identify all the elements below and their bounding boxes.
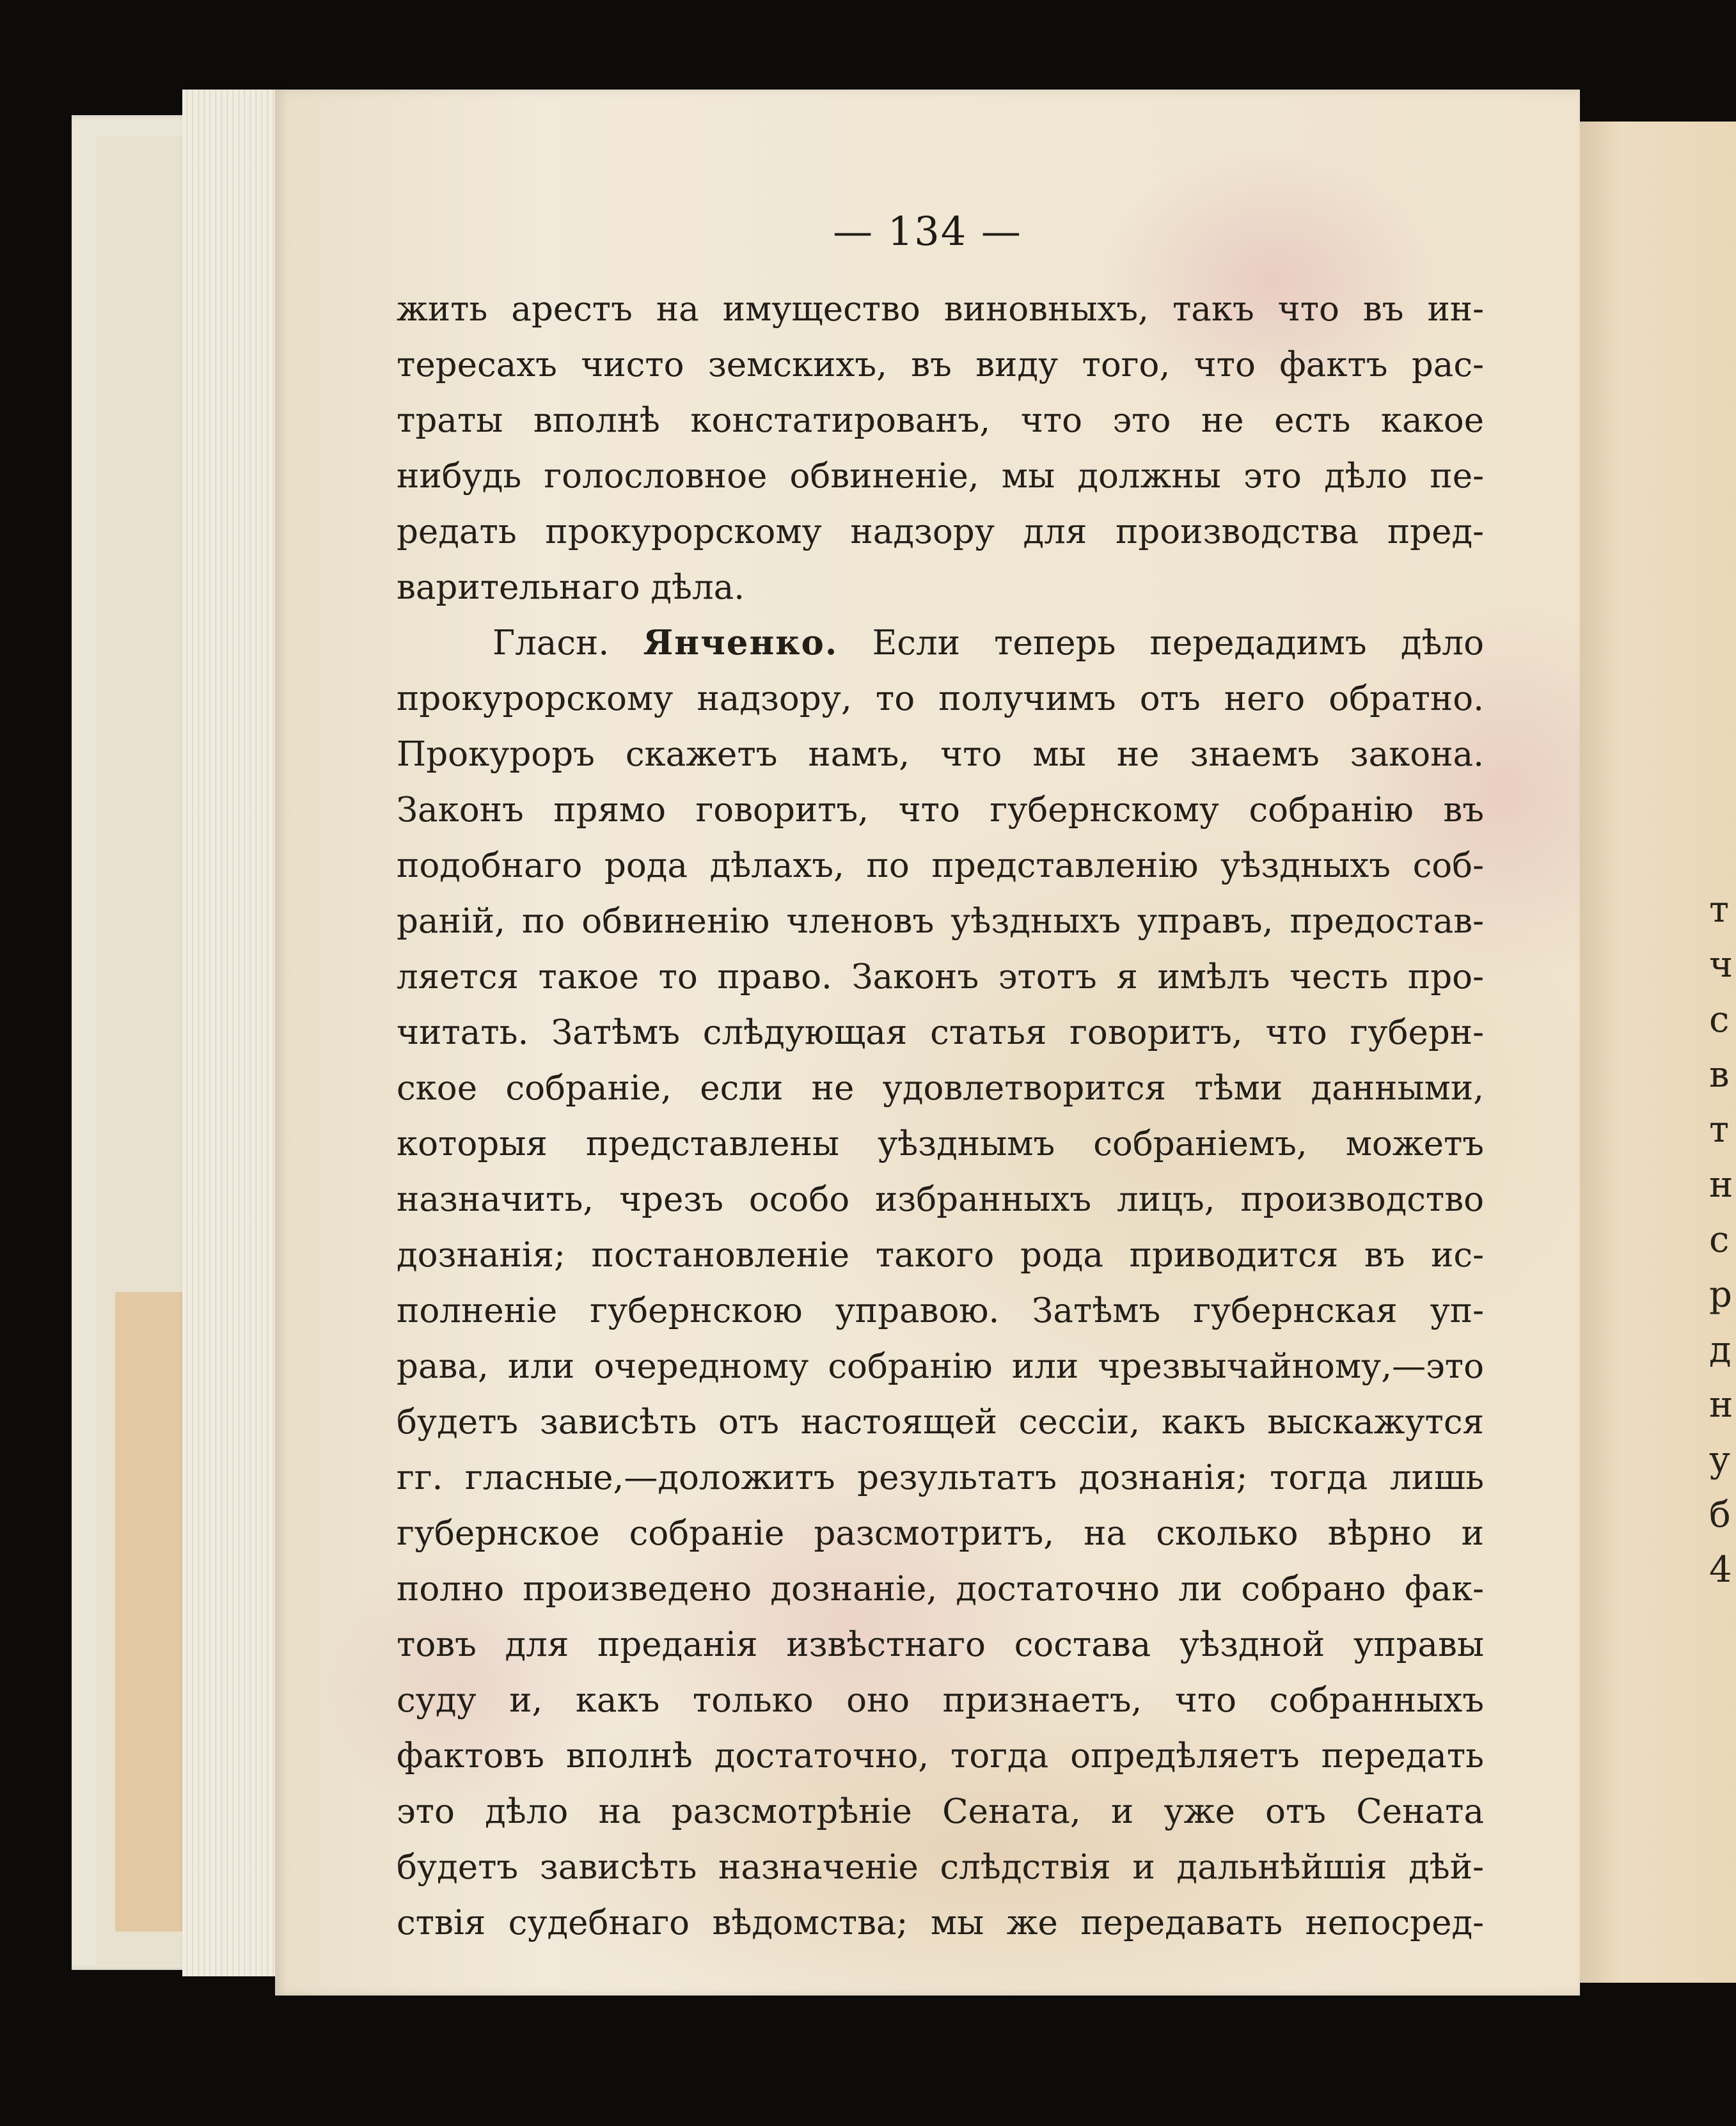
text-line: Законъ прямо говоритъ, что губернскому собранію въ: [397, 791, 1484, 830]
facing-letter: с: [1709, 1219, 1730, 1261]
facing-letter: н: [1709, 1164, 1733, 1206]
text-line: это дѣло на разсмотрѣніе Сената, и уже отъ Сената: [397, 1792, 1484, 1831]
text-line: ское собраніе, если не удовлетворится тѣми данными,: [397, 1069, 1484, 1108]
text-line: гг. гласные,—доложитъ результатъ дознанія; тогда лишь: [397, 1458, 1484, 1497]
text-line: которыя представлены уѣзднымъ собраніемъ, можетъ: [397, 1124, 1484, 1163]
text-line: прокурорскому надзору, то получимъ отъ него обратно.: [397, 679, 1484, 718]
text-line: траты вполнѣ констатированъ, что это не есть какое: [397, 401, 1484, 440]
text-line: жить арестъ на имущество виновныхъ, такъ что въ ин-: [397, 290, 1484, 329]
text-line: дознанія; постановленіе такого рода приводится въ ис-: [397, 1236, 1484, 1275]
facing-letter: б: [1709, 1494, 1731, 1536]
facing-letter: у: [1709, 1439, 1730, 1481]
facing-letter: 4: [1709, 1549, 1732, 1591]
text-line: нибудь голословное обвиненіе, мы должны это дѣло пе-: [397, 457, 1484, 496]
page-number: — 134 —: [833, 208, 1022, 255]
text-line: ствія судебнаго вѣдомства; мы же передавать непосред-: [397, 1903, 1484, 1942]
text-line: полненіе губернскою управою. Затѣмъ губернская уп-: [397, 1291, 1484, 1330]
facing-letter: с: [1709, 999, 1730, 1041]
text-line: будетъ зависѣть назначеніе слѣдствія и дальнѣйшія дѣй-: [397, 1848, 1484, 1887]
text-line: подобнаго рода дѣлахъ, по представленію уѣздныхъ соб-: [397, 846, 1484, 885]
facing-letter: ч: [1709, 944, 1733, 986]
text-line: тересахъ чисто земскихъ, въ виду того, что фактъ рас-: [397, 345, 1484, 384]
page: [275, 90, 1580, 1996]
text-line: редать прокурорскому надзору для производства пред-: [397, 512, 1484, 551]
speaker-name: Янченко.: [643, 623, 839, 663]
text-line: ляется такое то право. Законъ этотъ я имѣлъ честь про-: [397, 957, 1484, 996]
text-line: назначить, чрезъ особо избранныхъ лицъ, производство: [397, 1180, 1484, 1219]
text-line: читать. Затѣмъ слѣдующая статья говоритъ, что губерн-: [397, 1013, 1484, 1052]
facing-letter: в: [1709, 1054, 1730, 1096]
body-text: [397, 281, 1484, 1951]
text-line: рава, или очередному собранію или чрезвычайному,—это: [397, 1347, 1484, 1386]
facing-letter: т: [1709, 889, 1729, 931]
facing-letter: т: [1709, 1109, 1729, 1151]
facing-letter: д: [1709, 1329, 1732, 1371]
text-line: фактовъ вполнѣ достаточно, тогда опредѣляетъ передать: [397, 1736, 1484, 1776]
text-line: будетъ зависѣть отъ настоящей сессіи, какъ выскажутся: [397, 1403, 1484, 1442]
facing-letter: н: [1709, 1384, 1733, 1426]
page-stack-tab: [115, 1292, 192, 1932]
speaker-prefix: Гласн.: [493, 624, 610, 663]
text-line: Прокуроръ скажетъ намъ, что мы не знаемъ закона.: [397, 735, 1484, 774]
facing-page-text: [1709, 883, 1735, 1598]
text-line: раній, по обвиненію членовъ уѣздныхъ управъ, предостав-: [397, 902, 1484, 941]
speaker-line-text: Если теперь передадимъ дѣло: [872, 624, 1484, 663]
facing-letter: р: [1709, 1274, 1732, 1316]
text-line: губернское собраніе разсмотритъ, на сколько вѣрно и: [397, 1514, 1484, 1553]
speaker-line: [397, 615, 1484, 671]
text-line: варительнаго дѣла.: [397, 568, 745, 607]
text-line: суду и, какъ только оно признаетъ, что собранныхъ: [397, 1681, 1484, 1720]
text-line: товъ для преданія извѣстнаго состава уѣздной управы: [397, 1625, 1484, 1664]
text-line: полно произведено дознаніе, достаточно ли собрано фак-: [397, 1570, 1484, 1609]
page-edges: [182, 90, 285, 1976]
